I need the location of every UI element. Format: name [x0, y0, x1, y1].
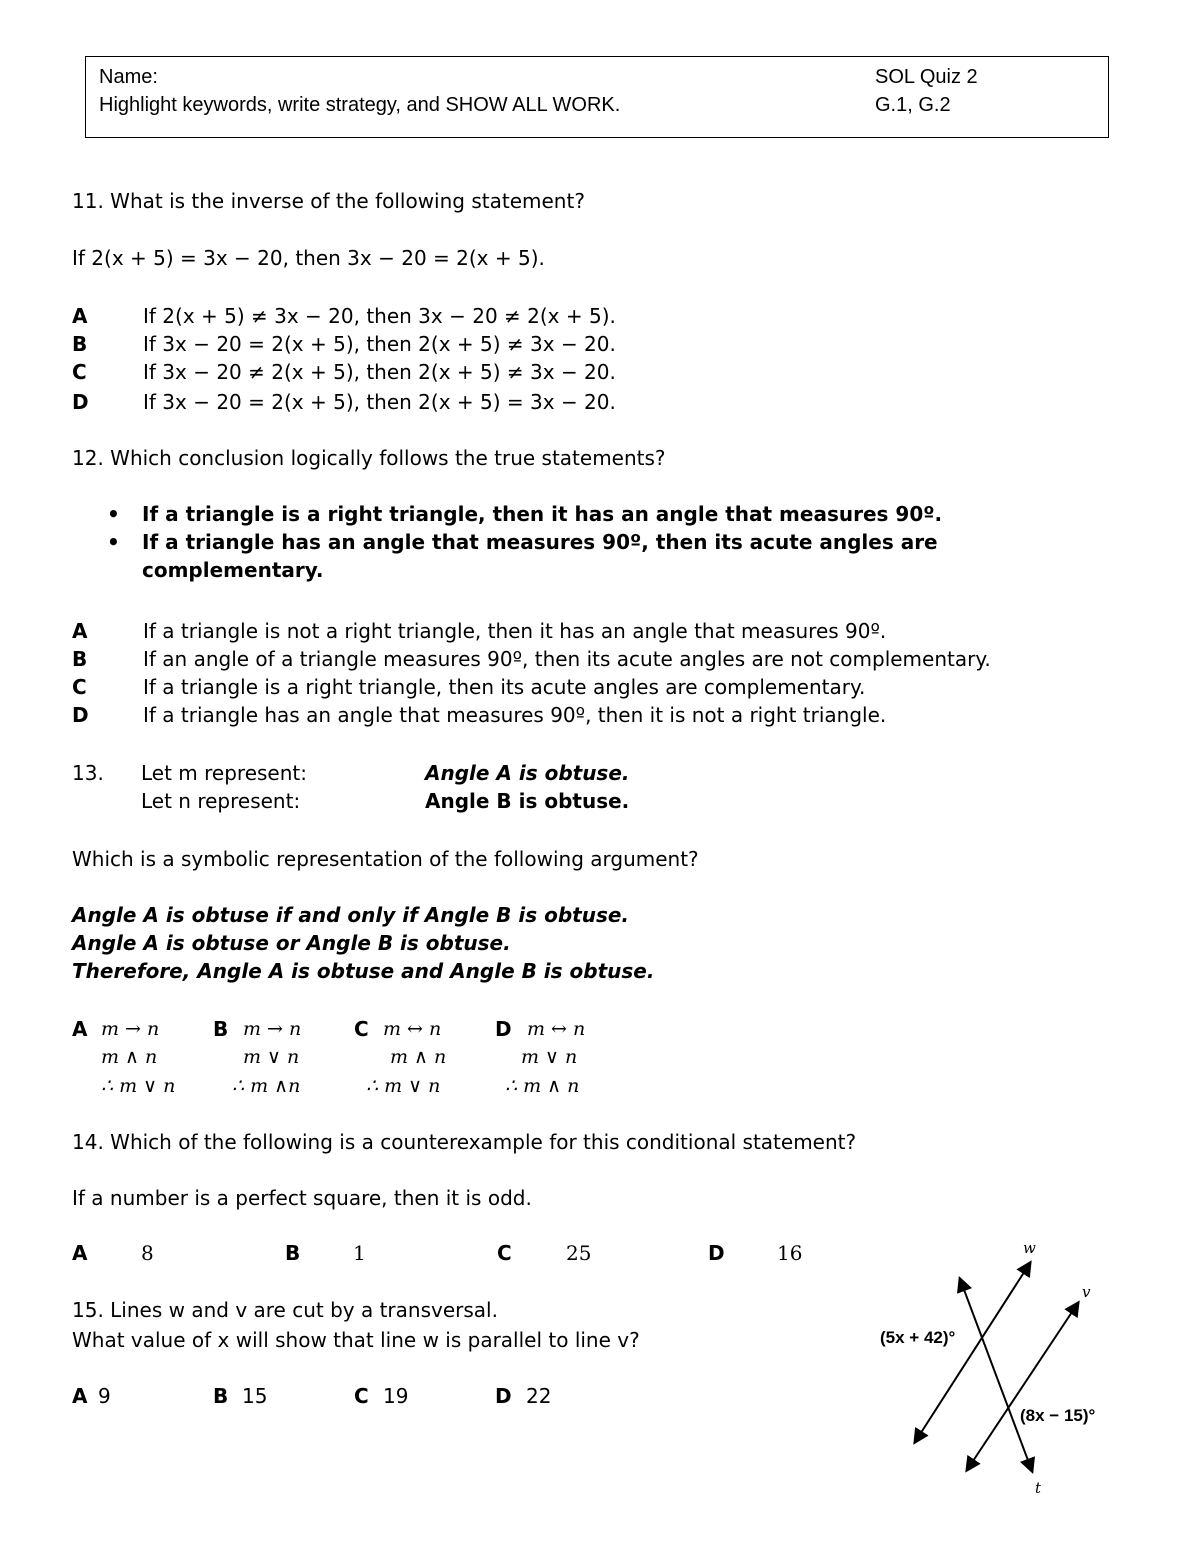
q14-choice-c-value: 25 [566, 1241, 592, 1265]
q13-choice-d-letter[interactable]: D [495, 1017, 512, 1041]
q11-choice-d-letter[interactable]: D [72, 390, 89, 414]
q13-question: Which is a symbolic representation of the following argument? [72, 847, 699, 871]
q13-m-definition: Angle A is obtuse. [425, 761, 630, 785]
q13-choice-d-line-3: ∴ m ∧ n [505, 1075, 580, 1097]
q13-choice-d-line-2: m ∨ n [521, 1046, 578, 1068]
angle-label-2: (8x − 15)° [1020, 1406, 1096, 1425]
q15-choice-b-letter[interactable]: B [213, 1384, 229, 1408]
q12-statement-1: • If a triangle is a right triangle, then it has an angle that measures 90º. [105, 500, 1005, 528]
q12-statement-list [105, 500, 1005, 584]
q11-choice-b-letter[interactable]: B [72, 332, 88, 356]
q11-choice-b-text: If 3x − 20 = 2(x + 5), then 2(x + 5) ≠ 3x − 20. [143, 332, 616, 356]
q15-line-1: 15. Lines w and v are cut by a transversal. [72, 1298, 498, 1322]
q15-choice-b-value: 15 [242, 1384, 268, 1408]
line-w [915, 1263, 1030, 1442]
q15-choice-d-letter[interactable]: D [495, 1384, 512, 1408]
q13-choice-c-line-2: m ∧ n [390, 1046, 447, 1068]
q14-statement: If a number is a perfect square, then it is odd. [72, 1186, 532, 1210]
q14-choice-b-value: 1 [353, 1241, 366, 1265]
q11-choice-a-letter[interactable]: A [72, 304, 88, 328]
q13-choice-b-line-3: ∴ m ∧n [232, 1075, 301, 1097]
q13-choice-a-line-1: m → n [101, 1018, 160, 1040]
q15-choice-a-value: 9 [98, 1384, 111, 1408]
q12-choice-b-letter[interactable]: B [72, 647, 88, 671]
q15-choice-d-value: 22 [526, 1384, 552, 1408]
q12-question: 12. Which conclusion logically follows the true statements? [72, 446, 666, 470]
q13-choice-c-line-3: ∴ m ∨ n [366, 1075, 441, 1097]
q13-choice-b-letter[interactable]: B [213, 1017, 229, 1041]
q15-choice-a-letter[interactable]: A [72, 1384, 88, 1408]
name-label: Name: [99, 66, 158, 88]
quiz-title: SOL Quiz 2 [875, 66, 978, 88]
q12-choice-a-text: If a triangle is not a right triangle, then it has an angle that measures 90º. [143, 619, 887, 643]
q11-choice-d-text: If 3x − 20 = 2(x + 5), then 2(x + 5) = 3x − 20. [143, 390, 616, 414]
q13-choice-d-line-1: m ↔ n [527, 1018, 586, 1040]
q11-choice-c-letter[interactable]: C [72, 360, 87, 384]
q13-choice-c-letter[interactable]: C [354, 1017, 369, 1041]
q13-n-definition: Angle B is obtuse. [425, 789, 630, 813]
q14-choice-c-letter[interactable]: C [497, 1241, 512, 1265]
q12-choice-c-text: If a triangle is a right triangle, then its acute angles are complementary. [143, 675, 866, 699]
q13-let-m: Let m represent: [141, 761, 307, 785]
q12-choice-b-text: If an angle of a triangle measures 90º, then its acute angles are not complementary. [143, 647, 991, 671]
q13-choice-a-letter[interactable]: A [72, 1017, 88, 1041]
q11-choice-a-text: If 2(x + 5) ≠ 3x − 20, then 3x − 20 ≠ 2(x + 5). [143, 304, 616, 328]
q11-choice-c-text: If 3x − 20 ≠ 2(x + 5), then 2(x + 5) ≠ 3x − 20. [143, 360, 616, 384]
q14-choice-a-value: 8 [141, 1241, 154, 1265]
q11-question: 11. What is the inverse of the following statement? [72, 189, 585, 213]
q14-choice-d-value: 16 [777, 1241, 803, 1265]
q14-question: 14. Which of the following is a counterexample for this conditional statement? [72, 1130, 857, 1154]
q13-choice-a-line-2: m ∧ n [101, 1046, 158, 1068]
q15-choice-c-value: 19 [383, 1384, 409, 1408]
q15-line-2: What value of x will show that line w is parallel to line v? [72, 1328, 640, 1352]
angle-label-1: (5x + 42)° [880, 1328, 956, 1347]
q12-choice-c-letter[interactable]: C [72, 675, 87, 699]
label-w: w [1023, 1239, 1036, 1257]
q15-transversal-figure [860, 1235, 1120, 1505]
q13-choice-b-line-1: m → n [243, 1018, 302, 1040]
q12-statement-2: • If a triangle has an angle that measures 90º, then its acute angles are complementary. [105, 528, 982, 584]
q13-number: 13. [72, 761, 104, 785]
q13-argument-2: Angle A is obtuse or Angle B is obtuse. [72, 931, 511, 955]
q13-choice-a-line-3: ∴ m ∨ n [101, 1075, 176, 1097]
q14-choice-b-letter[interactable]: B [285, 1241, 301, 1265]
q13-argument-3: Therefore, Angle A is obtuse and Angle B is obtuse. [72, 959, 655, 983]
label-t: t [1035, 1479, 1042, 1497]
q13-choice-c-line-1: m ↔ n [383, 1018, 442, 1040]
q15-choice-c-letter[interactable]: C [354, 1384, 369, 1408]
q14-choice-d-letter[interactable]: D [708, 1241, 725, 1265]
line-t [960, 1279, 1032, 1471]
q12-choice-a-letter[interactable]: A [72, 619, 88, 643]
q13-let-n: Let n represent: [141, 789, 301, 813]
q12-choice-d-text: If a triangle has an angle that measures 90º, then it is not a right triangle. [143, 703, 887, 727]
label-v: v [1082, 1283, 1091, 1301]
instruction-text: Highlight keywords, write strategy, and SHOW ALL WORK. [99, 94, 621, 116]
q13-argument-1: Angle A is obtuse if and only if Angle B is obtuse. [72, 903, 630, 927]
standards-label: G.1, G.2 [875, 94, 951, 116]
q14-choice-a-letter[interactable]: A [72, 1241, 88, 1265]
q13-choice-b-line-2: m ∨ n [243, 1046, 300, 1068]
q11-statement: If 2(x + 5) = 3x − 20, then 3x − 20 = 2(x + 5). [72, 246, 545, 270]
q12-choice-d-letter[interactable]: D [72, 703, 89, 727]
